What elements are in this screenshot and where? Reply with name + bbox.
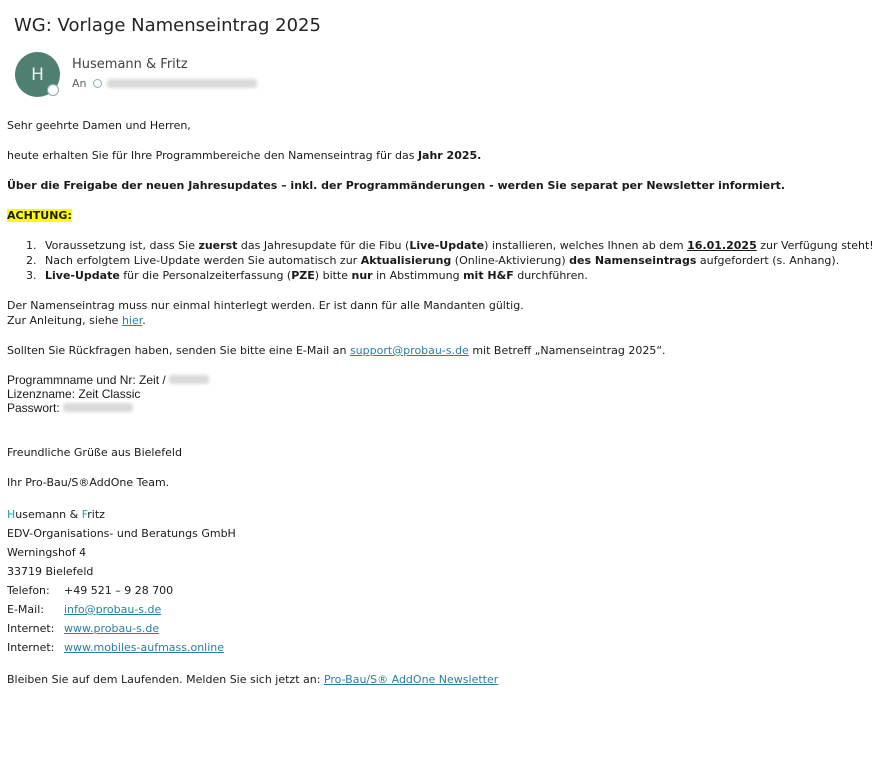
avatar-initial: H <box>31 64 44 85</box>
release-note: Über die Freigabe der neuen Jahresupdates – inkl. der Programmänderungen - werden Sie separat per Newsletter informiert. <box>7 179 786 192</box>
guide-link[interactable]: hier <box>121 314 143 327</box>
company-brand: Husemann & Fritz <box>7 508 105 521</box>
info-email-link[interactable]: info@probau-s.de <box>64 603 162 616</box>
team-signoff: Ihr Pro-Bau/S®AddOne Team. <box>7 476 170 489</box>
greeting: Sehr geehrte Damen und Herren, <box>7 119 191 132</box>
signature: Husemann & Fritz EDV-Organisations- und Beratungs GmbH Werningshof 4 33719 Bielefeld Telefon: +49 521 – 9 28 700 E-Mail: info@probau-s.de Internet: www.probau-s.de Internet: www.mobiles-aufmass.online <box>7 505 877 657</box>
program-number-redacted <box>169 375 209 384</box>
website-link[interactable]: www.probau-s.de <box>64 622 160 635</box>
list-item: 3. Live-Update für die Personalzeiterfassung (PZE) bitte nur in Abstimmung mit H&F durchführen. <box>40 268 877 283</box>
sender-name[interactable]: Husemann & Fritz <box>72 57 188 72</box>
once-note: Der Namenseintrag muss nur einmal hinterlegt werden. Er ist dann für alle Mandanten gültig. <box>7 299 524 312</box>
attention-heading: ACHTUNG: <box>7 209 72 222</box>
guide-line: Zur Anleitung, siehe hier. <box>7 314 146 327</box>
recipient-redacted[interactable] <box>107 79 257 88</box>
list-item: 1. Voraussetzung ist, dass Sie zuerst das Jahresupdate für die Fibu (Live-Update) installieren, welches Ihnen ab dem 16.01.2025 zur Verfügung steht! <box>40 238 877 253</box>
presence-status-icon <box>47 84 59 96</box>
instructions-list <box>7 238 877 283</box>
email-body <box>7 118 877 687</box>
mobile-website-link[interactable]: www.mobiles-aufmass.online <box>64 641 225 654</box>
password-redacted <box>63 403 133 412</box>
questions-line: Sollten Sie Rückfragen haben, senden Sie bitte eine E-Mail an support@probau-s.de mit Betreff „Namenseintrag 2025“. <box>7 344 666 357</box>
newsletter-link[interactable]: Pro-Bau/S® AddOne Newsletter <box>323 673 499 686</box>
recipient-row <box>72 77 257 90</box>
intro: heute erhalten Sie für Ihre Programmbereiche den Namenseintrag für das Jahr 2025. <box>7 149 482 162</box>
closing: Freundliche Grüße aus Bielefeld <box>7 446 182 459</box>
license-block: Programmname und Nr: Zeit / Lizenzname: Zeit Classic Passwort: <box>7 373 877 415</box>
list-item: 2. Nach erfolgtem Live-Update werden Sie automatisch zur Aktualisierung (Online-Aktivierung) des Namenseintrags aufgefordert (s. Anhang). <box>40 253 877 268</box>
support-email-link[interactable]: support@probau-s.de <box>349 344 469 357</box>
to-label: An <box>72 77 87 90</box>
recipient-presence-icon <box>93 79 102 88</box>
newsletter-line: Bleiben Sie auf dem Laufenden. Melden Sie sich jetzt an: Pro-Bau/S® AddOne Newsletter <box>7 673 499 686</box>
email-subject: WG: Vorlage Namenseintrag 2025 <box>14 15 321 36</box>
